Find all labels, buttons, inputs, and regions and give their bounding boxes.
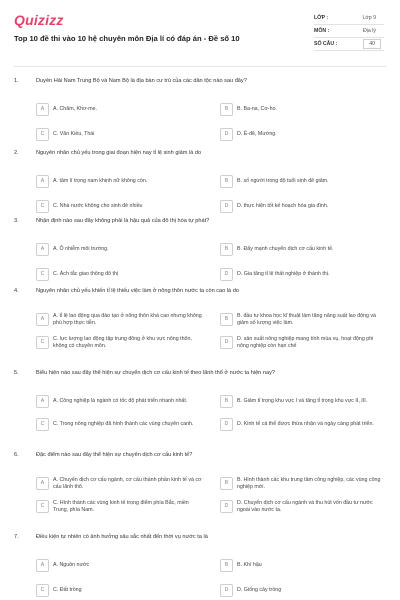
option-letter-box: D: [220, 500, 233, 513]
question-item: [14, 288, 386, 350]
question-header: [14, 534, 386, 548]
option-letter-box: B: [220, 559, 233, 572]
answer-option-c[interactable]: [36, 499, 202, 514]
answer-option-a[interactable]: [36, 102, 202, 117]
option-text: B. đầu tư khoa học kĩ thuật làm tăng năng suất lao động và giảm số lượng việc làm.: [237, 312, 377, 326]
meta-row-grade: [314, 12, 384, 25]
question-header: [14, 370, 386, 384]
option-letter-box: C: [36, 336, 49, 349]
option-letter-box: D: [220, 336, 233, 349]
worksheet-header: [14, 12, 386, 62]
answer-option-a[interactable]: [36, 312, 202, 327]
option-letter-box: B: [220, 243, 233, 256]
answer-option-c[interactable]: [36, 199, 202, 214]
question-number: 1.: [14, 78, 19, 84]
question-item: [14, 150, 386, 214]
meta-row-subject: [314, 25, 384, 38]
answer-options: [14, 558, 386, 598]
option-text: C. Văn Kiều, Thái: [53, 131, 95, 137]
answer-option-d[interactable]: [220, 127, 386, 142]
answer-option-c[interactable]: [36, 583, 202, 598]
question-header: [14, 452, 386, 466]
question-header: [14, 288, 386, 302]
question-item: [14, 370, 386, 432]
question-text: Biểu hiện nào sau đây thể hiện sự chuyển dịch cơ cấu kinh tế theo lãnh thổ ở nước ta hiện nay?: [36, 370, 275, 376]
option-letter-box: A: [36, 559, 49, 572]
question-text: Nguyên nhân chủ yếu trong giai đoạn hiện nay tỉ lệ sinh giảm là do: [36, 150, 202, 156]
option-text: B. Ba-na, Cơ-ho.: [237, 106, 277, 112]
meta-key: MÔN :: [314, 28, 330, 34]
option-text: B. số người trong độ tuổi sinh đẻ giảm.: [237, 178, 329, 184]
option-text: D. sản xuất nông nghiệp mang tính mùa vụ, hoạt động phi nông nghiệp còn hạn chế: [237, 335, 374, 349]
answer-options: [14, 476, 386, 514]
option-text: B. Hình thành các khu trung tâm công nghiệp, các vùng công nghiệp mới.: [237, 476, 381, 490]
option-letter-box: C: [36, 268, 49, 281]
option-text: D. Chuyển dịch cơ cấu ngành và thu hút vốn đầu tư nước ngoài vào nước ta.: [237, 499, 373, 513]
answer-option-d[interactable]: [220, 267, 386, 282]
answer-options: [14, 242, 386, 282]
meta-row-question-count: [314, 38, 384, 51]
answer-options: [14, 394, 386, 432]
answer-option-c[interactable]: [36, 267, 202, 282]
question-number: 2.: [14, 150, 19, 156]
option-letter-box: B: [220, 477, 233, 490]
answer-option-a[interactable]: [36, 476, 202, 491]
option-text: A. Công nghiệp là ngành có tốc độ phát triển nhanh nhất.: [53, 398, 188, 404]
option-text: A. tỉ lệ lao động qua đào tạo ở nông thôn khá cao nhưng không phù hợp thực tiễn.: [53, 312, 202, 326]
page-title: Top 10 đề thi vào 10 hệ chuyên môn Địa lí có đáp án - Đề số 10: [14, 34, 240, 43]
option-text: A. Chuyển dịch cơ cấu ngành, cơ cấu thành phần kinh tế và cơ cấu lãnh thổ.: [53, 476, 202, 490]
option-letter-box: A: [36, 313, 49, 326]
option-text: A. Nguồn nước: [53, 562, 90, 568]
question-number: 4.: [14, 288, 19, 294]
meta-value: Địa lý: [363, 28, 376, 34]
answer-options: [14, 174, 386, 214]
question-item: [14, 534, 386, 598]
answer-option-a[interactable]: [36, 394, 202, 409]
option-text: B. Giảm tỉ trọng khu vực I và tăng tỉ trọng khu vực II, III.: [237, 398, 368, 404]
option-letter-box: C: [36, 500, 49, 513]
answer-option-b[interactable]: [220, 242, 386, 257]
answer-option-a[interactable]: [36, 558, 202, 573]
option-text: C. Trong nông nghiệp đã hình thành các vùng chuyên canh.: [53, 421, 194, 427]
option-letter-box: C: [36, 128, 49, 141]
option-text: C. Ách tắc giao thông đô thị: [53, 271, 119, 277]
option-letter-box: A: [36, 243, 49, 256]
question-header: [14, 78, 386, 92]
option-text: C. Hình thành các vùng kinh tế trọng điểm phía Bắc, miền Trung, phía Nam.: [53, 499, 189, 513]
answer-option-b[interactable]: [220, 476, 386, 491]
answer-option-c[interactable]: [36, 127, 202, 142]
option-text: D. Ê-đê, Mường.: [237, 131, 277, 137]
option-letter-box: A: [36, 103, 49, 116]
question-header: [14, 218, 386, 232]
option-letter-box: B: [220, 175, 233, 188]
option-letter-box: D: [220, 128, 233, 141]
answer-options: [14, 102, 386, 142]
option-letter-box: C: [36, 200, 49, 213]
meta-value: 40: [363, 39, 381, 49]
question-text: Nhận định nào sau đây không phải là hậu quả của đô thị hóa tự phát?: [36, 218, 210, 224]
option-text: B. Khí hậu: [237, 562, 262, 568]
option-letter-box: C: [36, 418, 49, 431]
answer-option-d[interactable]: [220, 199, 386, 214]
question-item: [14, 78, 386, 142]
question-item: [14, 218, 386, 282]
option-letter-box: D: [220, 200, 233, 213]
answer-option-b[interactable]: [220, 558, 386, 573]
worksheet-meta: [314, 12, 384, 51]
header-divider: [14, 66, 386, 67]
option-text: D. Giống cây trồng: [237, 587, 282, 593]
option-text: D. Gia tăng tỉ lệ thất nghiệp ở thành thị.: [237, 271, 330, 277]
answer-option-d[interactable]: [220, 583, 386, 598]
question-number: 5.: [14, 370, 19, 376]
option-letter-box: D: [220, 584, 233, 597]
option-letter-box: B: [220, 103, 233, 116]
option-letter-box: D: [220, 418, 233, 431]
option-text: A. Chăm, Khơ-me.: [53, 106, 98, 112]
answer-option-b[interactable]: [220, 102, 386, 117]
option-text: B. Đẩy mạnh chuyển dịch cơ cấu kinh tế.: [237, 246, 334, 252]
question-number: 6.: [14, 452, 19, 458]
answer-option-d[interactable]: [220, 499, 386, 514]
answer-option-a[interactable]: [36, 242, 202, 257]
option-text: D. thực hiện tốt kế hoạch hóa gia đình.: [237, 203, 329, 209]
question-text: Duyên Hải Nam Trung Bộ và Nam Bộ là địa bàn cư trú của các dân tộc nào sau đây?: [36, 78, 247, 84]
question-text: Điều kiện tự nhiên có ảnh hưởng sâu sắc nhất đến thời vụ nước ta là: [36, 534, 208, 540]
option-text: C. lực lượng lao động tập trung đông ở khu vực nông thôn, không có chuyên môn.: [53, 335, 192, 349]
option-letter-box: A: [36, 175, 49, 188]
meta-key: LỚP :: [314, 15, 329, 21]
answer-option-b[interactable]: [220, 394, 386, 409]
question-number: 7.: [14, 534, 19, 540]
answer-option-d[interactable]: [220, 335, 386, 350]
option-text: D. Kinh tế cá thể được thừa nhận và ngày càng phát triển.: [237, 421, 374, 427]
option-letter-box: B: [220, 395, 233, 408]
option-text: C. Đất trồng: [53, 587, 82, 593]
answer-option-c[interactable]: [36, 417, 202, 432]
answer-option-d[interactable]: [220, 417, 386, 432]
option-text: A. tâm lí trọng nam khinh nữ không còn.: [53, 178, 148, 184]
answer-option-b[interactable]: [220, 312, 386, 327]
option-text: C. Nhà nước không cho sinh đẻ nhiều: [53, 203, 143, 209]
question-number: 3.: [14, 218, 19, 224]
quizizz-logo: Quizizz: [14, 12, 64, 28]
option-letter-box: D: [220, 268, 233, 281]
question-item: [14, 452, 386, 514]
question-text: Nguyên nhân chủ yếu khiến tỉ lệ thiếu việc làm ở nông thôn nước ta còn cao là do: [36, 288, 239, 294]
option-letter-box: B: [220, 313, 233, 326]
option-letter-box: C: [36, 584, 49, 597]
option-text: A. Ô nhiễm môi trường.: [53, 246, 109, 252]
answer-option-c[interactable]: [36, 335, 202, 350]
answer-option-b[interactable]: [220, 174, 386, 189]
meta-value: Lớp 9: [362, 15, 376, 21]
meta-key: SỐ CÂU :: [314, 41, 338, 47]
question-text: Đặc điểm nào sau đây thể hiện sự chuyển dịch cơ cấu kinh tế?: [36, 452, 193, 458]
answer-options: [14, 312, 386, 350]
answer-option-a[interactable]: [36, 174, 202, 189]
option-letter-box: A: [36, 395, 49, 408]
question-header: [14, 150, 386, 164]
option-letter-box: A: [36, 477, 49, 490]
